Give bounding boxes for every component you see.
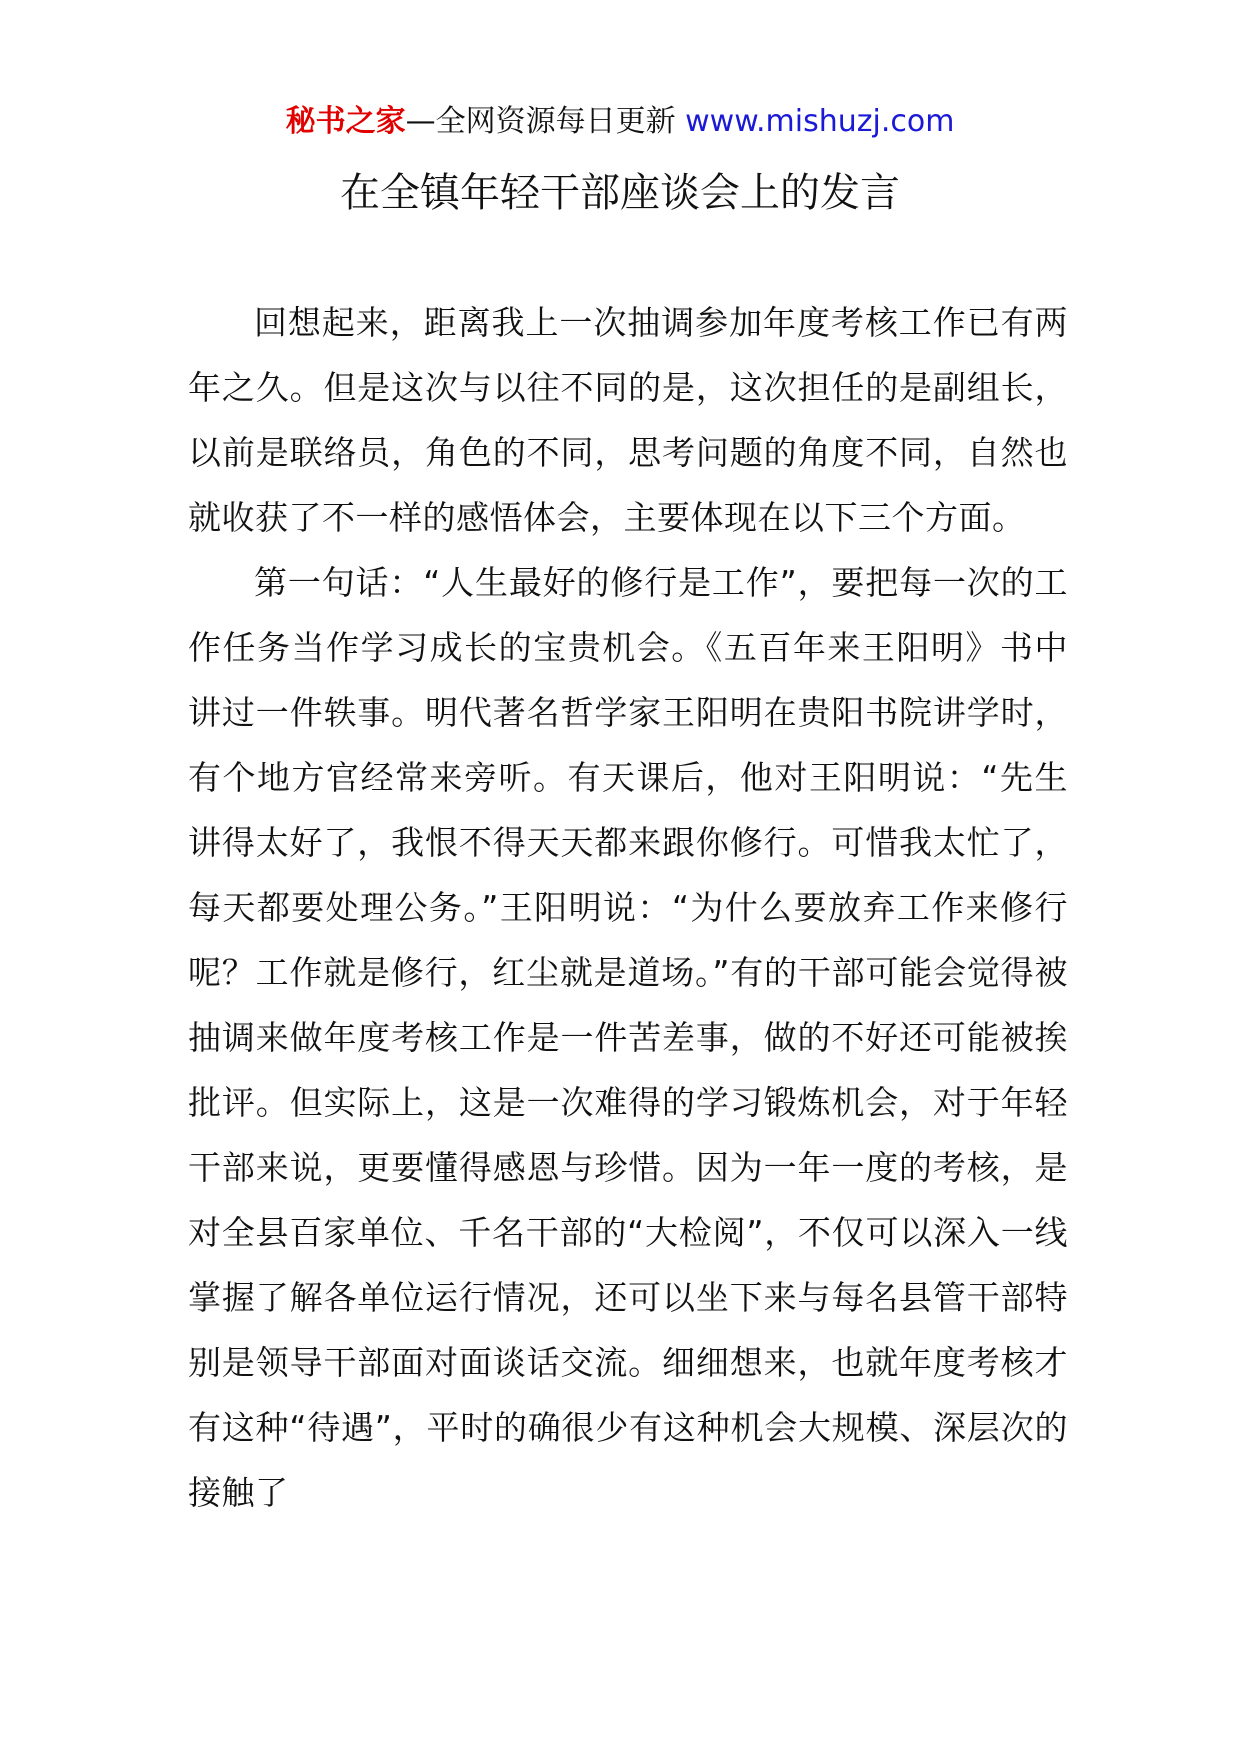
document-body (188, 290, 1068, 1525)
site-header (0, 102, 1240, 142)
paragraph-intro: 回想起来，距离我上一次抽调参加年度考核工作已有两年之久。但是这次与以往不同的是，这次担任的是副组长，以前是联络员，角色的不同，思考问题的角度不同，自然也就收获了不一样的感悟体会，主要体现在以下三个方面。 (188, 303, 1068, 537)
paragraph-first-point: 第一句话：“人生最好的修行是工作”，要把每一次的工作任务当作学习成长的宝贵机会。《五百年来王阳明》书中讲过一件轶事。明代著名哲学家王阳明在贵阳书院讲学时，有个地方官经常来旁听。有天课后，他对王阳明说：“先生讲得太好了，我恨不得天天都来跟你修行。可惜我太忙了，每天都要处理公务。”王阳明说：“为什么要放弃工作来修行呢？工作就是修行，红尘就是道场。”有的干部可能会觉得被抽调来做年度考核工作是一件苦差事，做的不好还可能被挨批评。但实际上，这是一次难得的学习锻炼机会，对于年轻干部来说，更要懂得感恩与珍惜。因为一年一度的考核，是对全县百家单位、千名干部的“大检阅”，不仅可以深入一线掌握了解各单位运行情况，还可以坐下来与每名县管干部特别是领导干部面对面谈话交流。细细想来，也就年度考核才有这种“待遇”，平时的确很少有这种机会大规模、深层次的接触了 (188, 563, 1068, 1512)
header-tagline: —全网资源每日更新 (405, 104, 676, 139)
document-title: 在全镇年轻干部座谈会上的发言 (340, 170, 900, 216)
site-url-link[interactable]: www.mishuzj.com (685, 104, 955, 139)
brand-name: 秘书之家 (285, 104, 406, 139)
